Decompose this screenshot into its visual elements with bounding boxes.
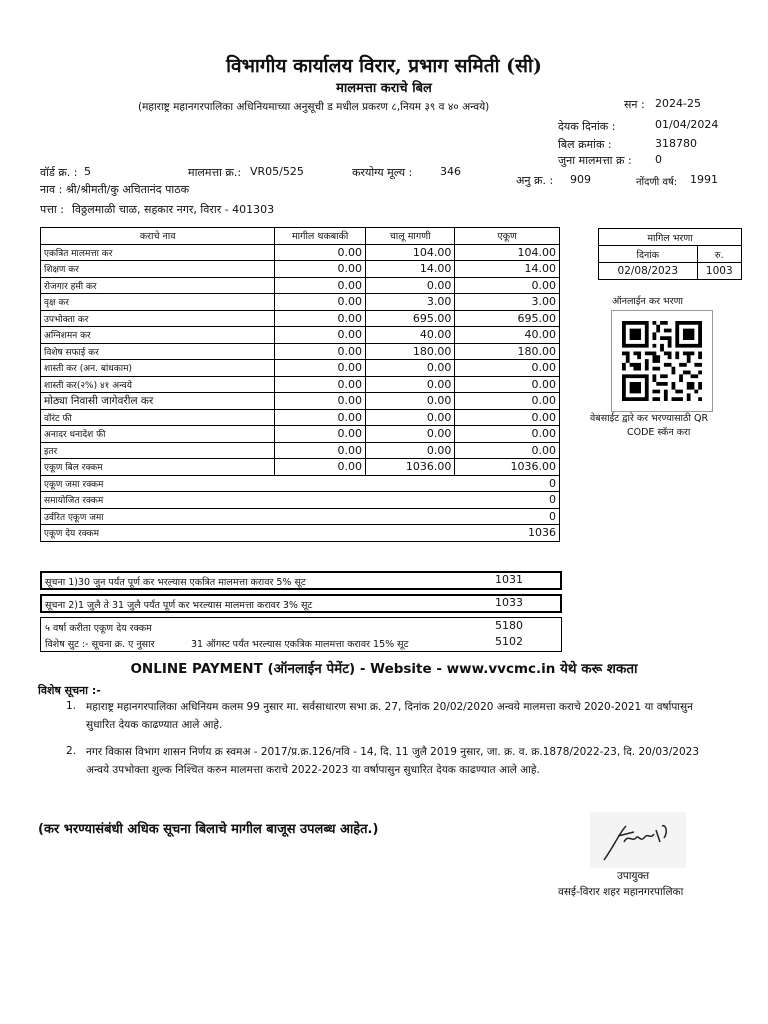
row-total: 3.00 xyxy=(455,294,560,311)
row-total: 0.00 xyxy=(455,277,560,294)
total-bill-row xyxy=(41,459,560,476)
summary-row xyxy=(41,525,560,542)
previous-due: 0.00 xyxy=(275,343,366,360)
table-row xyxy=(41,310,560,327)
current-demand: 0.00 xyxy=(366,277,455,294)
last-payment-amount-label: रु. xyxy=(697,246,741,263)
current-demand: 0.00 xyxy=(366,360,455,377)
row-total: 0.00 xyxy=(455,442,560,459)
tax-name: विशेष सफाई कर xyxy=(41,343,275,360)
current-demand: 0.00 xyxy=(366,442,455,459)
previous-due: 0.00 xyxy=(275,393,366,410)
tax-table xyxy=(40,227,560,542)
summary-label: समायोजित रक्कम xyxy=(41,492,275,509)
current-demand: 695.00 xyxy=(366,310,455,327)
summary-label: उर्वरित एकूण जमा xyxy=(41,508,275,525)
address-value: विठ्ठलमाळी चाळ, सहकार नगर, विरार - 401303 xyxy=(72,203,275,216)
table-row xyxy=(41,442,560,459)
taxable-value-label: करयोग्य मूल्य : xyxy=(352,166,413,179)
page-subtitle: मालमत्ता कराचे बिल xyxy=(336,81,432,96)
row-total: 0.00 xyxy=(455,393,560,410)
note-2-text: नगर विकास विभाग शासन निर्णय क्र स्वमअ - 2017/प्र.क्र.126/नवि - 14, दि. 11 जुलै 2019 नुसार, जा. क्र. व. क्र.1878/2022-23, दि. 20/03/2023 अन्वये उपभोक्ता शुल्क निश्चित करुन मालमत्ता कराचे 2022-2023 या वर्षापासुन सुधारित देयक काढण्यात आले आहे. xyxy=(86,746,699,776)
column-header: कराचे नाव xyxy=(41,228,275,245)
previous-due: 0.00 xyxy=(275,376,366,393)
previous-due: 0.00 xyxy=(275,244,366,261)
summary-label: एकूण जमा रक्कम xyxy=(41,475,275,492)
qr-instruction-line-1: वेबसाईट द्वारे कर भरण्यासाठी QR xyxy=(590,413,709,424)
row-total: 0.00 xyxy=(455,360,560,377)
row-total: 180.00 xyxy=(455,343,560,360)
previous-due: 0.00 xyxy=(275,459,366,476)
tax-name: उपभोक्ता कर xyxy=(41,310,275,327)
row-total: 0.00 xyxy=(455,426,560,443)
notice-2-box xyxy=(40,594,562,613)
property-number-value: VR05/525 xyxy=(250,165,304,178)
summary-value: 0 xyxy=(455,475,560,492)
previous-due: 0.00 xyxy=(275,360,366,377)
row-total: 0.00 xyxy=(455,409,560,426)
tax-name: वॉरंट फी xyxy=(41,409,275,426)
table-row xyxy=(41,343,560,360)
table-row xyxy=(41,393,560,410)
notice-1-value: 1031 xyxy=(495,573,523,586)
current-demand: 104.00 xyxy=(366,244,455,261)
tax-name: अनादर धनादेश फी xyxy=(41,426,275,443)
special-offer-value: 5102 xyxy=(495,635,523,648)
bill-number-label: बिल क्रमांक : xyxy=(558,138,612,151)
tax-name: इतर xyxy=(41,442,275,459)
tax-name: एकूण बिल रक्कम xyxy=(41,459,275,476)
table-row xyxy=(41,360,560,377)
note-1-text: महाराष्ट्र महानगरपालिका अधिनियम कलम 99 नुसार मा. सर्वसाधारण सभा क्र. 27, दिनांक 20/02/2020 अन्वये मालमत्ता कराचे 2020-2021 या वर्षापासुन सुधारित देयक काढण्यात आले आहे. xyxy=(86,701,693,731)
current-demand: 40.00 xyxy=(366,327,455,344)
current-demand: 0.00 xyxy=(366,393,455,410)
current-demand: 0.00 xyxy=(366,426,455,443)
special-offer-detail: 31 ऑगस्ट पर्यंत भरल्यास एकत्रिक मालमत्ता करावर 15% सूट xyxy=(191,639,409,650)
row-total: 0.00 xyxy=(455,376,560,393)
column-header: एकूण xyxy=(455,228,560,245)
previous-due: 0.00 xyxy=(275,310,366,327)
summary-row xyxy=(41,508,560,525)
qr-instruction-line-2: CODE स्कॅन करा xyxy=(627,427,691,438)
bill-date-label: देयक दिनांक : xyxy=(558,120,616,133)
owner-name: श्री/श्रीमती/कु अचितानंद पाठक xyxy=(66,183,190,196)
signatory-designation: उपायुक्त xyxy=(617,870,650,882)
act-reference: (महाराष्ट्र महानगरपालिका अधिनियमाच्या अनुसूची ड मधील प्रकरण ८,नियम ३९ व ४० अन्वये) xyxy=(138,101,490,113)
row-total: 1036.00 xyxy=(455,459,560,476)
signature xyxy=(590,812,686,868)
table-row xyxy=(41,327,560,344)
current-demand: 14.00 xyxy=(366,261,455,278)
tax-name: शास्ती कर(२%) ४१ अन्वये xyxy=(41,376,275,393)
table-row xyxy=(41,426,560,443)
last-payment-table xyxy=(598,228,742,280)
qr-caption: ऑनलाईन कर भरणा xyxy=(612,296,683,307)
note-2-number: 2. xyxy=(66,745,77,757)
signature-icon xyxy=(590,812,686,868)
year-value: 2024-25 xyxy=(655,97,701,110)
summary-value: 1036 xyxy=(455,525,560,542)
notice-1-text: सूचना 1)30 जुन पर्यंत पूर्ण कर भरल्यास एकत्रित मालमत्ता करावर 5% सूट xyxy=(45,577,306,588)
previous-due: 0.00 xyxy=(275,426,366,443)
last-payment-date-label: दिनांक xyxy=(599,246,698,263)
previous-due: 0.00 xyxy=(275,261,366,278)
ward-value: 5 xyxy=(84,165,91,178)
tax-name: शास्ती कर (अन. बांधकाम) xyxy=(41,360,275,377)
notice-1-box xyxy=(40,571,562,590)
online-payment-line: ONLINE PAYMENT (ऑनलाईन पेमेंट) - Website - www.vvcmc.in येथे करू शकता xyxy=(130,661,638,677)
tax-name: अग्निशमन कर xyxy=(41,327,275,344)
serial-value: 909 xyxy=(570,173,591,186)
current-demand: 0.00 xyxy=(366,376,455,393)
row-total: 695.00 xyxy=(455,310,560,327)
five-year-box xyxy=(40,617,562,652)
footer-note: (कर भरण्यासंबंधी अधिक सूचना बिलाचे मागील बाजूस उपलब्ध आहेत.) xyxy=(38,822,379,837)
property-number-label: मालमत्ता क्र.: xyxy=(188,166,242,179)
registration-year-label: नोंदणी वर्ष: xyxy=(636,177,678,188)
tax-name: मोठ्या निवासी जागेवरील कर xyxy=(41,393,275,410)
qr-code-icon xyxy=(622,321,702,401)
current-demand: 3.00 xyxy=(366,294,455,311)
special-offer-label: विशेष सुट :- सूचना क्र. ए नुसार xyxy=(45,639,155,650)
last-payment-date: 02/08/2023 xyxy=(599,263,698,280)
table-row xyxy=(41,376,560,393)
last-payment-amount: 1003 xyxy=(697,263,741,280)
current-demand: 0.00 xyxy=(366,409,455,426)
bill-date-value: 01/04/2024 xyxy=(655,118,719,131)
address-label: पत्ता : xyxy=(40,203,64,216)
signatory-organization: वसई-विरार शहर महानगरपालिका xyxy=(558,886,684,898)
ward-label: वॉर्ड क्र. : xyxy=(40,166,78,179)
old-property-label: जुना मालमत्ता क्र : xyxy=(558,154,632,167)
serial-label: अनु क्र. : xyxy=(516,174,554,187)
owner-name-label: नाव : xyxy=(40,183,63,196)
notice-2-value: 1033 xyxy=(495,596,523,609)
tax-name: शिक्षण कर xyxy=(41,261,275,278)
year-label: सन : xyxy=(624,98,645,111)
summary-label: एकूण देय रक्कम xyxy=(41,525,275,542)
tax-name: वृक्ष कर xyxy=(41,294,275,311)
summary-row xyxy=(41,492,560,509)
previous-due: 0.00 xyxy=(275,409,366,426)
current-demand: 180.00 xyxy=(366,343,455,360)
tax-name: एकत्रित मालमत्ता कर xyxy=(41,244,275,261)
five-year-total-label: ५ वर्षा करीता एकूण देय रक्कम xyxy=(45,623,152,634)
summary-value: 0 xyxy=(455,492,560,509)
table-row xyxy=(41,277,560,294)
column-header: मागील थकबाकी xyxy=(275,228,366,245)
taxable-value: 346 xyxy=(440,165,461,178)
previous-due: 0.00 xyxy=(275,277,366,294)
table-row xyxy=(41,244,560,261)
table-row xyxy=(41,261,560,278)
five-year-total-value: 5180 xyxy=(495,619,523,632)
row-total: 14.00 xyxy=(455,261,560,278)
previous-due: 0.00 xyxy=(275,327,366,344)
table-row xyxy=(41,409,560,426)
notice-2-text: सूचना 2)1 जुलै ते 31 जुलै पर्यंत पूर्ण कर भरल्यास मालमत्ता करावर 3% सूट xyxy=(45,600,313,611)
note-1-number: 1. xyxy=(66,700,77,712)
qr-code[interactable] xyxy=(611,310,713,412)
row-total: 40.00 xyxy=(455,327,560,344)
tax-table-header xyxy=(41,228,560,245)
last-payment-title: मागिल भरणा xyxy=(599,229,742,246)
table-row xyxy=(41,294,560,311)
summary-value: 0 xyxy=(455,508,560,525)
registration-year-value: 1991 xyxy=(690,173,718,186)
column-header: चालू मागणी xyxy=(366,228,455,245)
summary-row xyxy=(41,475,560,492)
row-total: 104.00 xyxy=(455,244,560,261)
old-property-value: 0 xyxy=(655,153,662,166)
bill-number-value: 318780 xyxy=(655,137,697,150)
tax-name: रोजगार हमी कर xyxy=(41,277,275,294)
previous-due: 0.00 xyxy=(275,294,366,311)
previous-due: 0.00 xyxy=(275,442,366,459)
current-demand: 1036.00 xyxy=(366,459,455,476)
page-title: विभागीय कार्यालय विरार, प्रभाग समिती (सी) xyxy=(226,55,542,77)
special-notes-heading: विशेष सूचना :- xyxy=(38,684,101,697)
